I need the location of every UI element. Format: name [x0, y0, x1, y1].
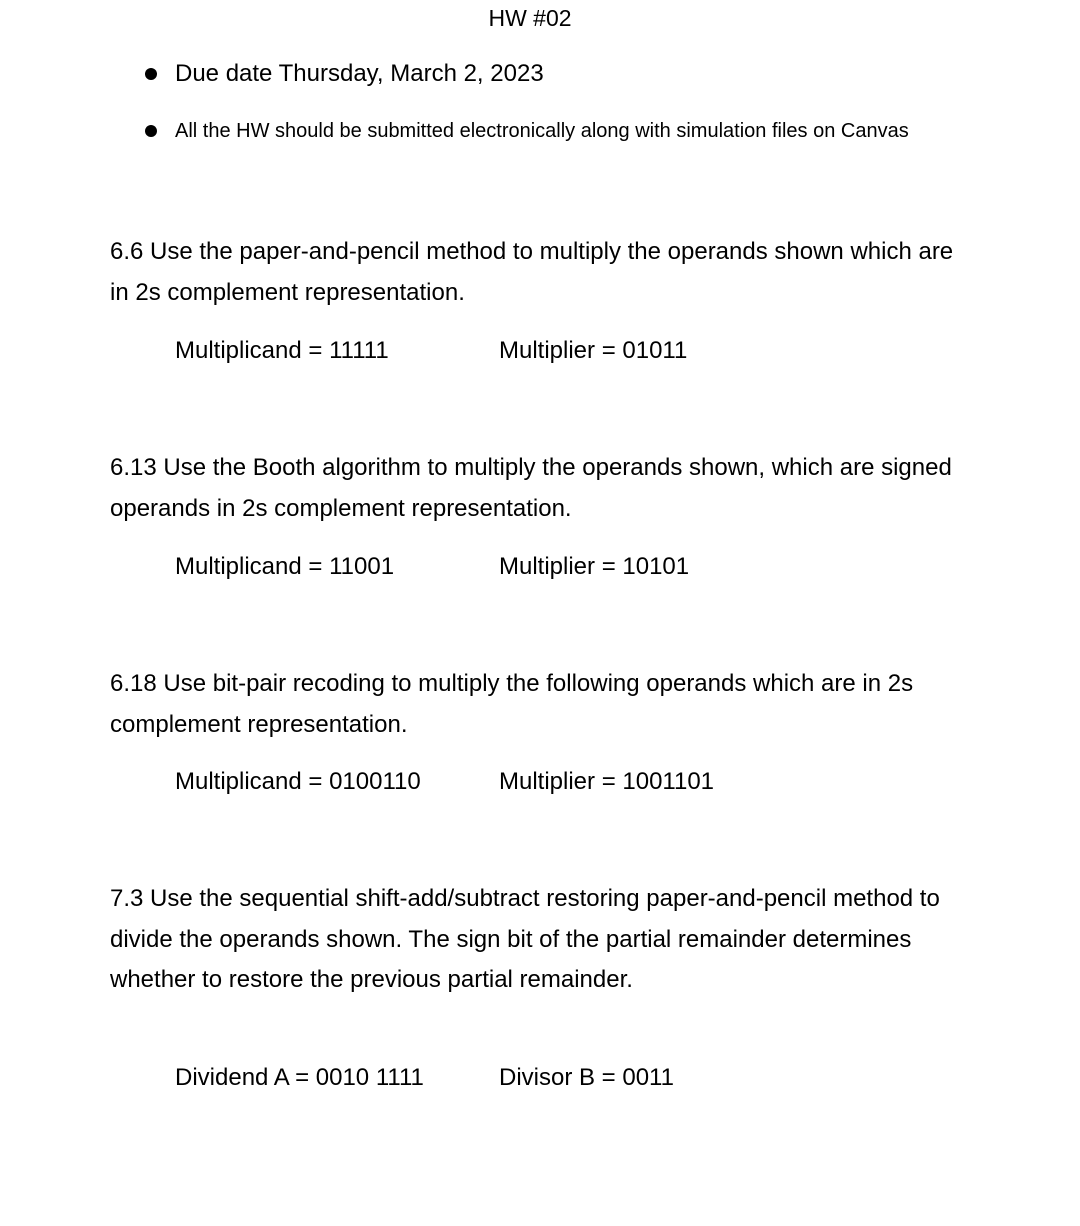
bullet-dot: [145, 125, 157, 137]
bullet-dot: [145, 68, 157, 80]
problem-6-6-text: 6.6 Use the paper-and-pencil method to multiply the operands shown which are in 2s complement representation.: [110, 238, 954, 306]
problem-6-13-text: 6.13 Use the Booth algorithm to multiply the operands shown, which are signed operands in 2s complement representation.: [110, 454, 952, 522]
multiplicand-value: Multiplicand = 11001: [175, 553, 395, 580]
problem-7-3-text: 7.3 Use the sequential shift-add/subtract restoring paper-and-pencil method to divide the operands shown. The sign bit of the partial remainder determines whether to restore the previous partial remainder.: [110, 885, 940, 993]
due-date-text: Due date Thursday, March 2, 2023: [175, 60, 544, 87]
multiplier-value: Multiplier = 1001101: [499, 768, 715, 795]
problem-6-18-text: 6.18 Use bit-pair recoding to multiply the following operands which are in 2s complement representation.: [110, 670, 914, 738]
page-title: HW #02: [488, 5, 572, 31]
dividend-value: Dividend A = 0010 1111: [175, 1064, 424, 1091]
problem-6-18-operands: [175, 767, 715, 797]
multiplier-value: Multiplier = 01011: [499, 337, 688, 364]
problem-6-6-operands: [175, 336, 688, 366]
multiplicand-value: Multiplicand = 0100110: [175, 768, 421, 795]
multiplier-value: Multiplier = 10101: [499, 553, 690, 580]
problem-7-3-operands: [175, 1063, 674, 1093]
submission-note-text: All the HW should be submitted electronically along with simulation files on Canvas: [175, 120, 909, 142]
divisor-value: Divisor B = 0011: [499, 1064, 674, 1091]
multiplicand-value: Multiplicand = 11111: [175, 337, 389, 364]
problem-6-13-operands: [175, 552, 690, 582]
